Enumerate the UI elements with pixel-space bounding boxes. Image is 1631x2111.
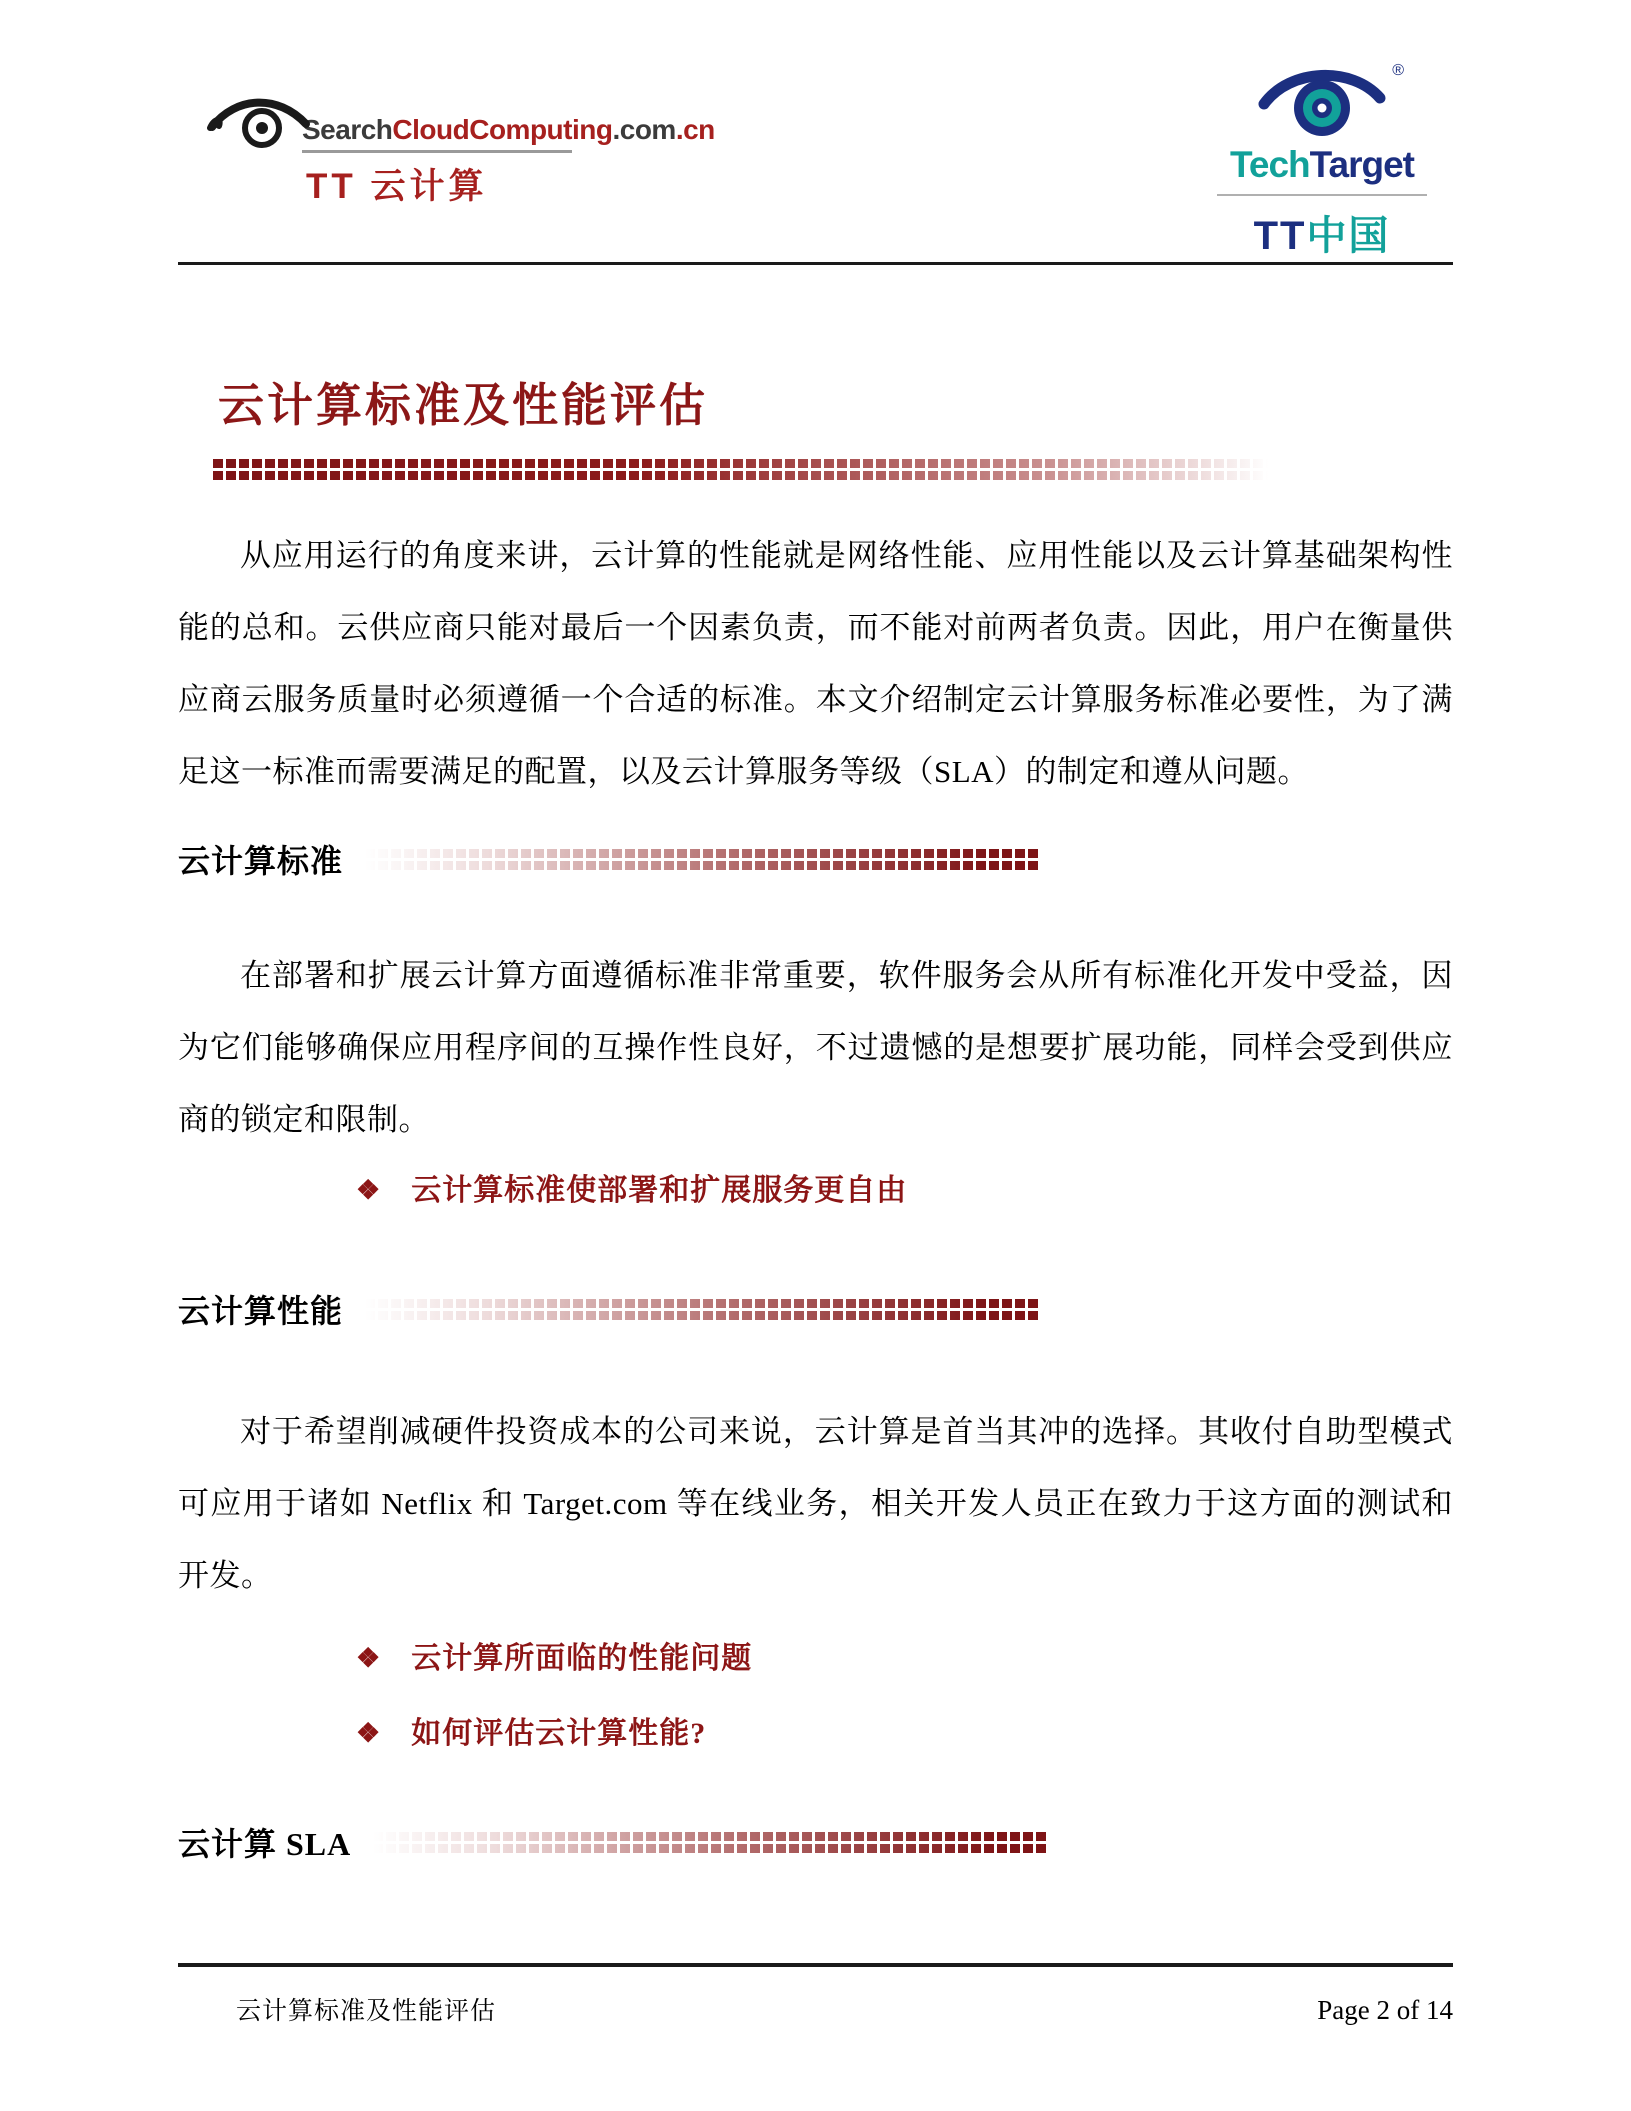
left-logo-part-cn: .cn: [675, 114, 715, 145]
bullet-item-evaluate-performance: [178, 1713, 1453, 1755]
section-heading-label: 云计算 SLA: [178, 1826, 352, 1862]
section-heading-sla: [178, 1819, 1453, 1865]
diamond-bullet-icon: ❖: [356, 1643, 382, 1673]
right-logo-subtitle-tt: TT: [1253, 213, 1307, 258]
page-footer: [178, 1963, 1453, 2027]
section-gradient-bar: [365, 849, 1041, 870]
bullet-label: 云计算标准使部署和扩展服务更自由: [411, 1174, 908, 1207]
bullet-label: 云计算所面临的性能问题: [411, 1642, 753, 1675]
right-logo-subtitle: [1207, 204, 1437, 261]
bullet-item-performance-issues: [178, 1638, 1453, 1680]
techtarget-eye-icon: [1256, 62, 1388, 140]
bullet-item-standards-link: [178, 1170, 1453, 1212]
title-gradient-bar: [213, 459, 1279, 480]
techtarget-logo: [1207, 62, 1437, 261]
footer-document-title: 云计算标准及性能评估: [236, 1998, 497, 2025]
left-logo-underline: [302, 150, 572, 153]
page-title: 云计算标准及性能评估: [218, 380, 708, 431]
page-header: [178, 0, 1453, 265]
left-logo-part-cloudcomputing: CloudComputing: [392, 114, 613, 145]
section-heading-label: 云计算性能: [178, 1293, 344, 1329]
left-logo-part-search: Search: [302, 114, 393, 145]
intro-paragraph: 从应用运行的角度来讲，云计算的性能就是网络性能、应用性能以及云计算基础架构性能的总和。云供应商只能对最后一个因素负责，而不能对前两者负责。因此，用户在衡量供应商云服务质量时必须遵循一个合适的标准。本文介绍制定云计算服务标准必要性，为了满足这一标准而需要满足的配置，以及云计算服务等级（SLA）的制定和遵从问题。: [178, 538, 1453, 789]
section-gradient-bar: [365, 1299, 1041, 1320]
document-body: [178, 369, 1453, 1865]
section-gradient-bar: [373, 1832, 1049, 1853]
searchcloudcomputing-logo: [206, 88, 715, 209]
registered-trademark: ®: [1392, 62, 1404, 79]
right-logo-subtitle-china: 中国: [1306, 213, 1391, 258]
section-heading-standards: [178, 836, 1453, 882]
right-logo-wordmark: [1207, 145, 1437, 186]
section-heading-performance: [178, 1286, 1453, 1332]
bullet-label: 如何评估云计算性能?: [411, 1717, 707, 1750]
diamond-bullet-icon: ❖: [356, 1718, 382, 1748]
right-logo-part-target: Target: [1309, 144, 1414, 185]
right-logo-divider: [1217, 194, 1427, 196]
left-logo-subtitle: TT 云计算: [306, 167, 488, 206]
footer-page-number: Page 2 of 14: [1317, 1995, 1453, 2025]
left-logo-part-com: .com: [612, 114, 676, 145]
eye-icon: [206, 94, 310, 152]
performance-paragraph: 对于希望削减硬件投资成本的公司来说，云计算是首当其冲的选择。其收付自助型模式可应用于诸如 Netflix 和 Target.com 等在线业务，相关开发人员正在致力于这方面的测试和开发。: [178, 1414, 1453, 1593]
section-heading-label: 云计算标准: [178, 843, 344, 879]
right-logo-part-tech: Tech: [1230, 144, 1310, 185]
diamond-bullet-icon: ❖: [356, 1175, 382, 1205]
left-logo-wordmark: [302, 114, 715, 146]
standards-paragraph: 在部署和扩展云计算方面遵循标准非常重要，软件服务会从所有标准化开发中受益，因为它们能够确保应用程序间的互操作性良好，不过遗憾的是想要扩展功能，同样会受到供应商的锁定和限制。: [178, 958, 1453, 1137]
